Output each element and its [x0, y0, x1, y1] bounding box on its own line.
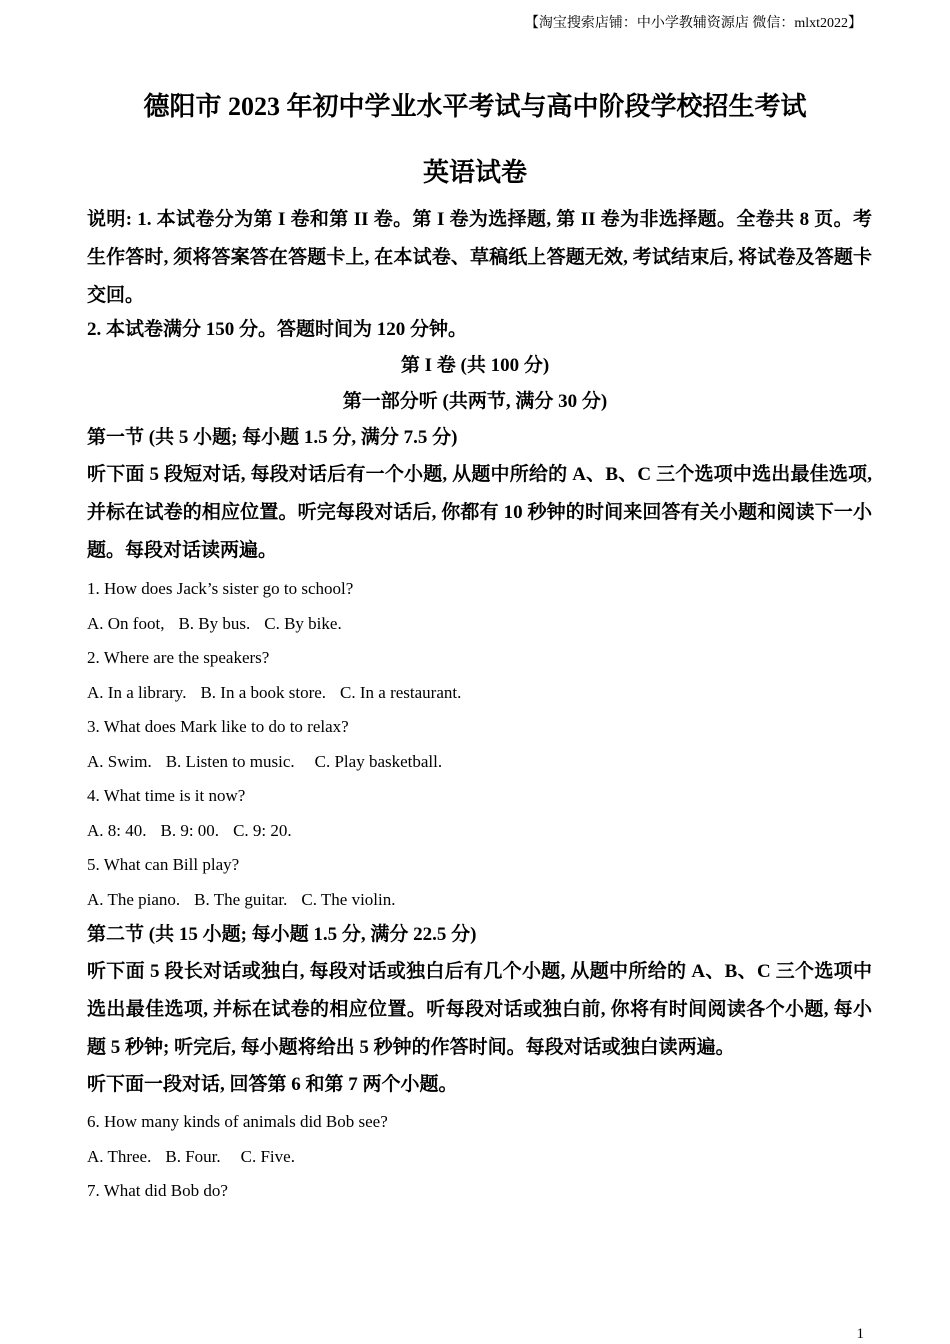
option-a: A. The piano. — [87, 889, 181, 909]
document-body — [87, 201, 872, 1209]
option-a: A. Swim. — [87, 751, 152, 771]
instruction-1: 说明: 1. 本试卷分为第 I 卷和第 II 卷。第 I 卷为选择题, 第 II 卷为非选择题。全卷共 8 页。考生作答时, 须将答案答在答题卡上, 在本试卷、草稿纸上答题无效, 考试结束后, 将试卷及答题卡交回。 — [87, 209, 872, 306]
option-b: B. The guitar. — [194, 889, 288, 909]
option-a: A. 8: 40. — [87, 820, 147, 840]
option-c: C. 9: 20. — [233, 820, 292, 840]
exam-title: 德阳市 2023 年初中学业水平考试与高中阶段学校招生考试 — [143, 92, 807, 121]
option-c: C. Five. — [240, 1146, 295, 1166]
volume-1-heading: 第 I 卷 (共 100 分) — [400, 355, 550, 376]
page-number: 1 — [856, 1326, 864, 1342]
question-2-options — [87, 676, 872, 711]
section-1-directions: 听下面 5 段短对话, 每段对话后有一个小题, 从题中所给的 A、B、C 三个选项中选出最佳选项, 并标在试卷的相应位置。听完每段对话后, 你都有 10 秒钟的时间来回答有关小题和阅读下一小题。每段对话读两遍。 — [87, 464, 872, 561]
option-c: C. Play basketball. — [314, 751, 443, 771]
question-2: 2. Where are the speakers? — [87, 648, 270, 667]
option-a: A. Three. — [87, 1146, 152, 1166]
instruction-2: 2. 本试卷满分 150 分。答题时间为 120 分钟。 — [87, 319, 468, 340]
exam-subtitle: 英语试卷 — [422, 158, 527, 187]
option-b: B. In a book store. — [200, 682, 327, 702]
question-6: 6. How many kinds of animals did Bob see? — [87, 1112, 388, 1131]
option-b: B. Listen to music. — [165, 751, 295, 771]
option-b: B. By bus. — [178, 613, 251, 633]
option-a: A. In a library. — [87, 682, 187, 702]
question-1-options — [87, 607, 872, 642]
question-3: 3. What does Mark like to do to relax? — [87, 717, 349, 736]
section-1-heading: 第一节 (共 5 小题; 每小题 1.5 分, 满分 7.5 分) — [87, 427, 458, 448]
question-4: 4. What time is it now? — [87, 786, 246, 805]
part-1-heading: 第一部分听 (共两节, 满分 30 分) — [342, 391, 608, 412]
question-7: 7. What did Bob do? — [87, 1181, 228, 1200]
question-5-options — [87, 883, 872, 918]
option-c: C. By bike. — [264, 613, 342, 633]
question-5: 5. What can Bill play? — [87, 855, 240, 874]
question-4-options — [87, 814, 872, 849]
header-note: 【淘宝搜索店铺：中小学教辅资源店 微信：mlxt2022】 — [524, 16, 862, 31]
question-6-options — [87, 1140, 872, 1175]
section-2-directions: 听下面 5 段长对话或独白, 每段对话或独白后有几个小题, 从题中所给的 A、B、C 三个选项中选出最佳选项, 并标在试卷的相应位置。听每段对话或独白前, 你将有时间阅读各个小题, 每小题 5 秒钟; 听完后, 每小题将给出 5 秒钟的作答时间。每段对话或独白读两遍。 — [87, 961, 872, 1058]
section-1-questions — [87, 572, 872, 917]
option-a: A. On foot, — [87, 613, 165, 633]
question-1: 1. How does Jack’s sister go to school? — [87, 579, 354, 598]
option-c: C. The violin. — [301, 889, 396, 909]
section-2-subdirections: 听下面一段对话, 回答第 6 和第 7 两个小题。 — [87, 1074, 458, 1095]
option-b: B. 9: 00. — [160, 820, 220, 840]
option-b: B. Four. — [165, 1146, 221, 1166]
option-c: C. In a restaurant. — [340, 682, 462, 702]
section-2-heading: 第二节 (共 15 小题; 每小题 1.5 分, 满分 22.5 分) — [87, 924, 477, 945]
question-3-options — [87, 745, 872, 780]
